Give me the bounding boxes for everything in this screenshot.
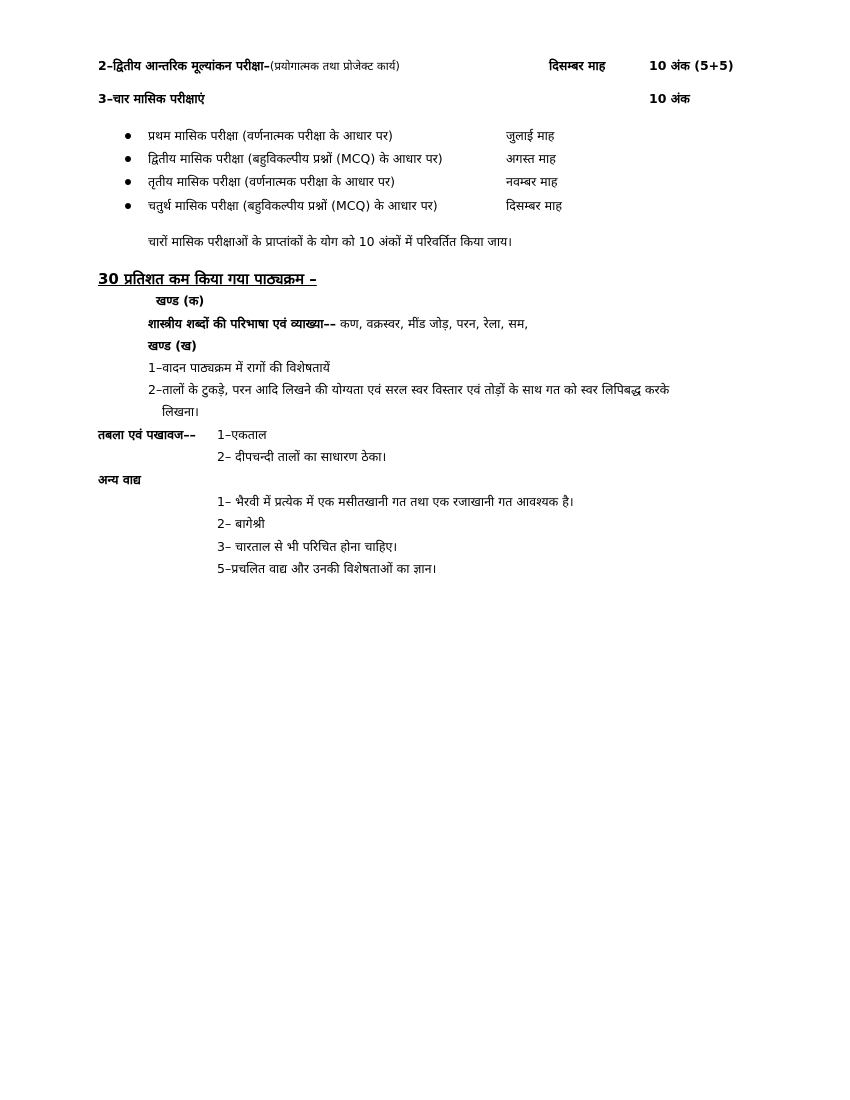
bullet-icon <box>125 179 131 185</box>
section-a-terms: कण, वक्रस्वर, मींड जोड़, परन, रेला, सम, <box>336 316 529 331</box>
section-a-terms-line <box>148 315 528 332</box>
monthly-exam-name: प्रथम मासिक परीक्षा (वर्णनात्मक परीक्षा के आधार पर) <box>148 128 393 143</box>
other-instrument-item: 2– बागेश्री <box>217 516 265 531</box>
other-instrument-item: 5–प्रचलित वाद्य और उनकी विशेषताओं का ज्ञान। <box>217 561 437 576</box>
monthly-exam-name: चतुर्थ मासिक परीक्षा (बहुविकल्पीय प्रश्नों (MCQ) के आधार पर) <box>148 198 438 213</box>
monthly-exam-month: नवम्बर माह <box>506 174 558 189</box>
bullet-icon <box>125 156 131 162</box>
monthly-exam-name: द्वितीय मासिक परीक्षा (बहुविकल्पीय प्रश्नों (MCQ) के आधार पर) <box>148 151 443 166</box>
monthly-exam-name: तृतीय मासिक परीक्षा (वर्णनात्मक परीक्षा के आधार पर) <box>148 174 395 189</box>
bullet-icon <box>125 133 131 139</box>
bullet-icon <box>125 203 131 209</box>
assessment-2-heading: 2–द्वितीय आन्तरिक मूल्यांकन परीक्षा– <box>98 58 270 73</box>
assessment-2-note: (प्रयोगात्मक तथा प्रोजेक्ट कार्य) <box>269 59 400 73</box>
section-a-term-label: शास्त्रीय शब्दों की परिभाषा एवं व्याख्या–– <box>148 316 336 331</box>
assessment-2-month: दिसम्बर माह <box>549 58 606 73</box>
section-b-item-continued: लिखना। <box>162 404 199 419</box>
other-instrument-item: 3– चारताल से भी परिचित होना चाहिए। <box>217 539 398 554</box>
section-a-heading: खण्ड (क) <box>156 293 205 308</box>
other-instrument-item: 1– भैरवी में प्रत्येक में एक मसीतखानी गत तथा एक रजाखानी गत आवश्यक है। <box>217 494 574 509</box>
reduced-syllabus-title: 30 प्रतिशत कम किया गया पाठ्यक्रम – <box>98 270 317 288</box>
assessment-2-line <box>98 57 400 74</box>
section-b-item: 1–वादन पाठ्यक्रम में रागों की विशेषतायें <box>148 360 330 375</box>
assessment-3-marks: 10 अंक <box>649 91 690 106</box>
conversion-note: चारों मासिक परीक्षाओं के प्राप्तांकों के योग को 10 अंकों में परिवर्तित किया जाय। <box>148 234 513 249</box>
section-b-heading: खण्ड (ख) <box>148 338 197 353</box>
section-b-item: 2–तालों के टुकड़े, परन आदि लिखने की योग्यता एवं सरल स्वर विस्तार एवं तोड़ों के साथ गत को स्वर लिपिबद्ध करके <box>148 382 670 397</box>
assessment-2-marks: 10 अंक (5+5) <box>649 58 734 73</box>
tabla-item: 1–एकताल <box>217 427 267 442</box>
tabla-item: 2– दीपचन्दी तालों का साधारण ठेका। <box>217 449 387 464</box>
tabla-label: तबला एवं पखावज–– <box>98 427 196 442</box>
monthly-exam-month: दिसम्बर माह <box>506 198 562 213</box>
other-instruments-label: अन्य वाद्य <box>98 472 141 487</box>
monthly-exam-month: जुलाई माह <box>506 128 555 143</box>
assessment-3-heading: 3–चार मासिक परीक्षाएं <box>98 91 205 106</box>
monthly-exam-month: अगस्त माह <box>506 151 556 166</box>
